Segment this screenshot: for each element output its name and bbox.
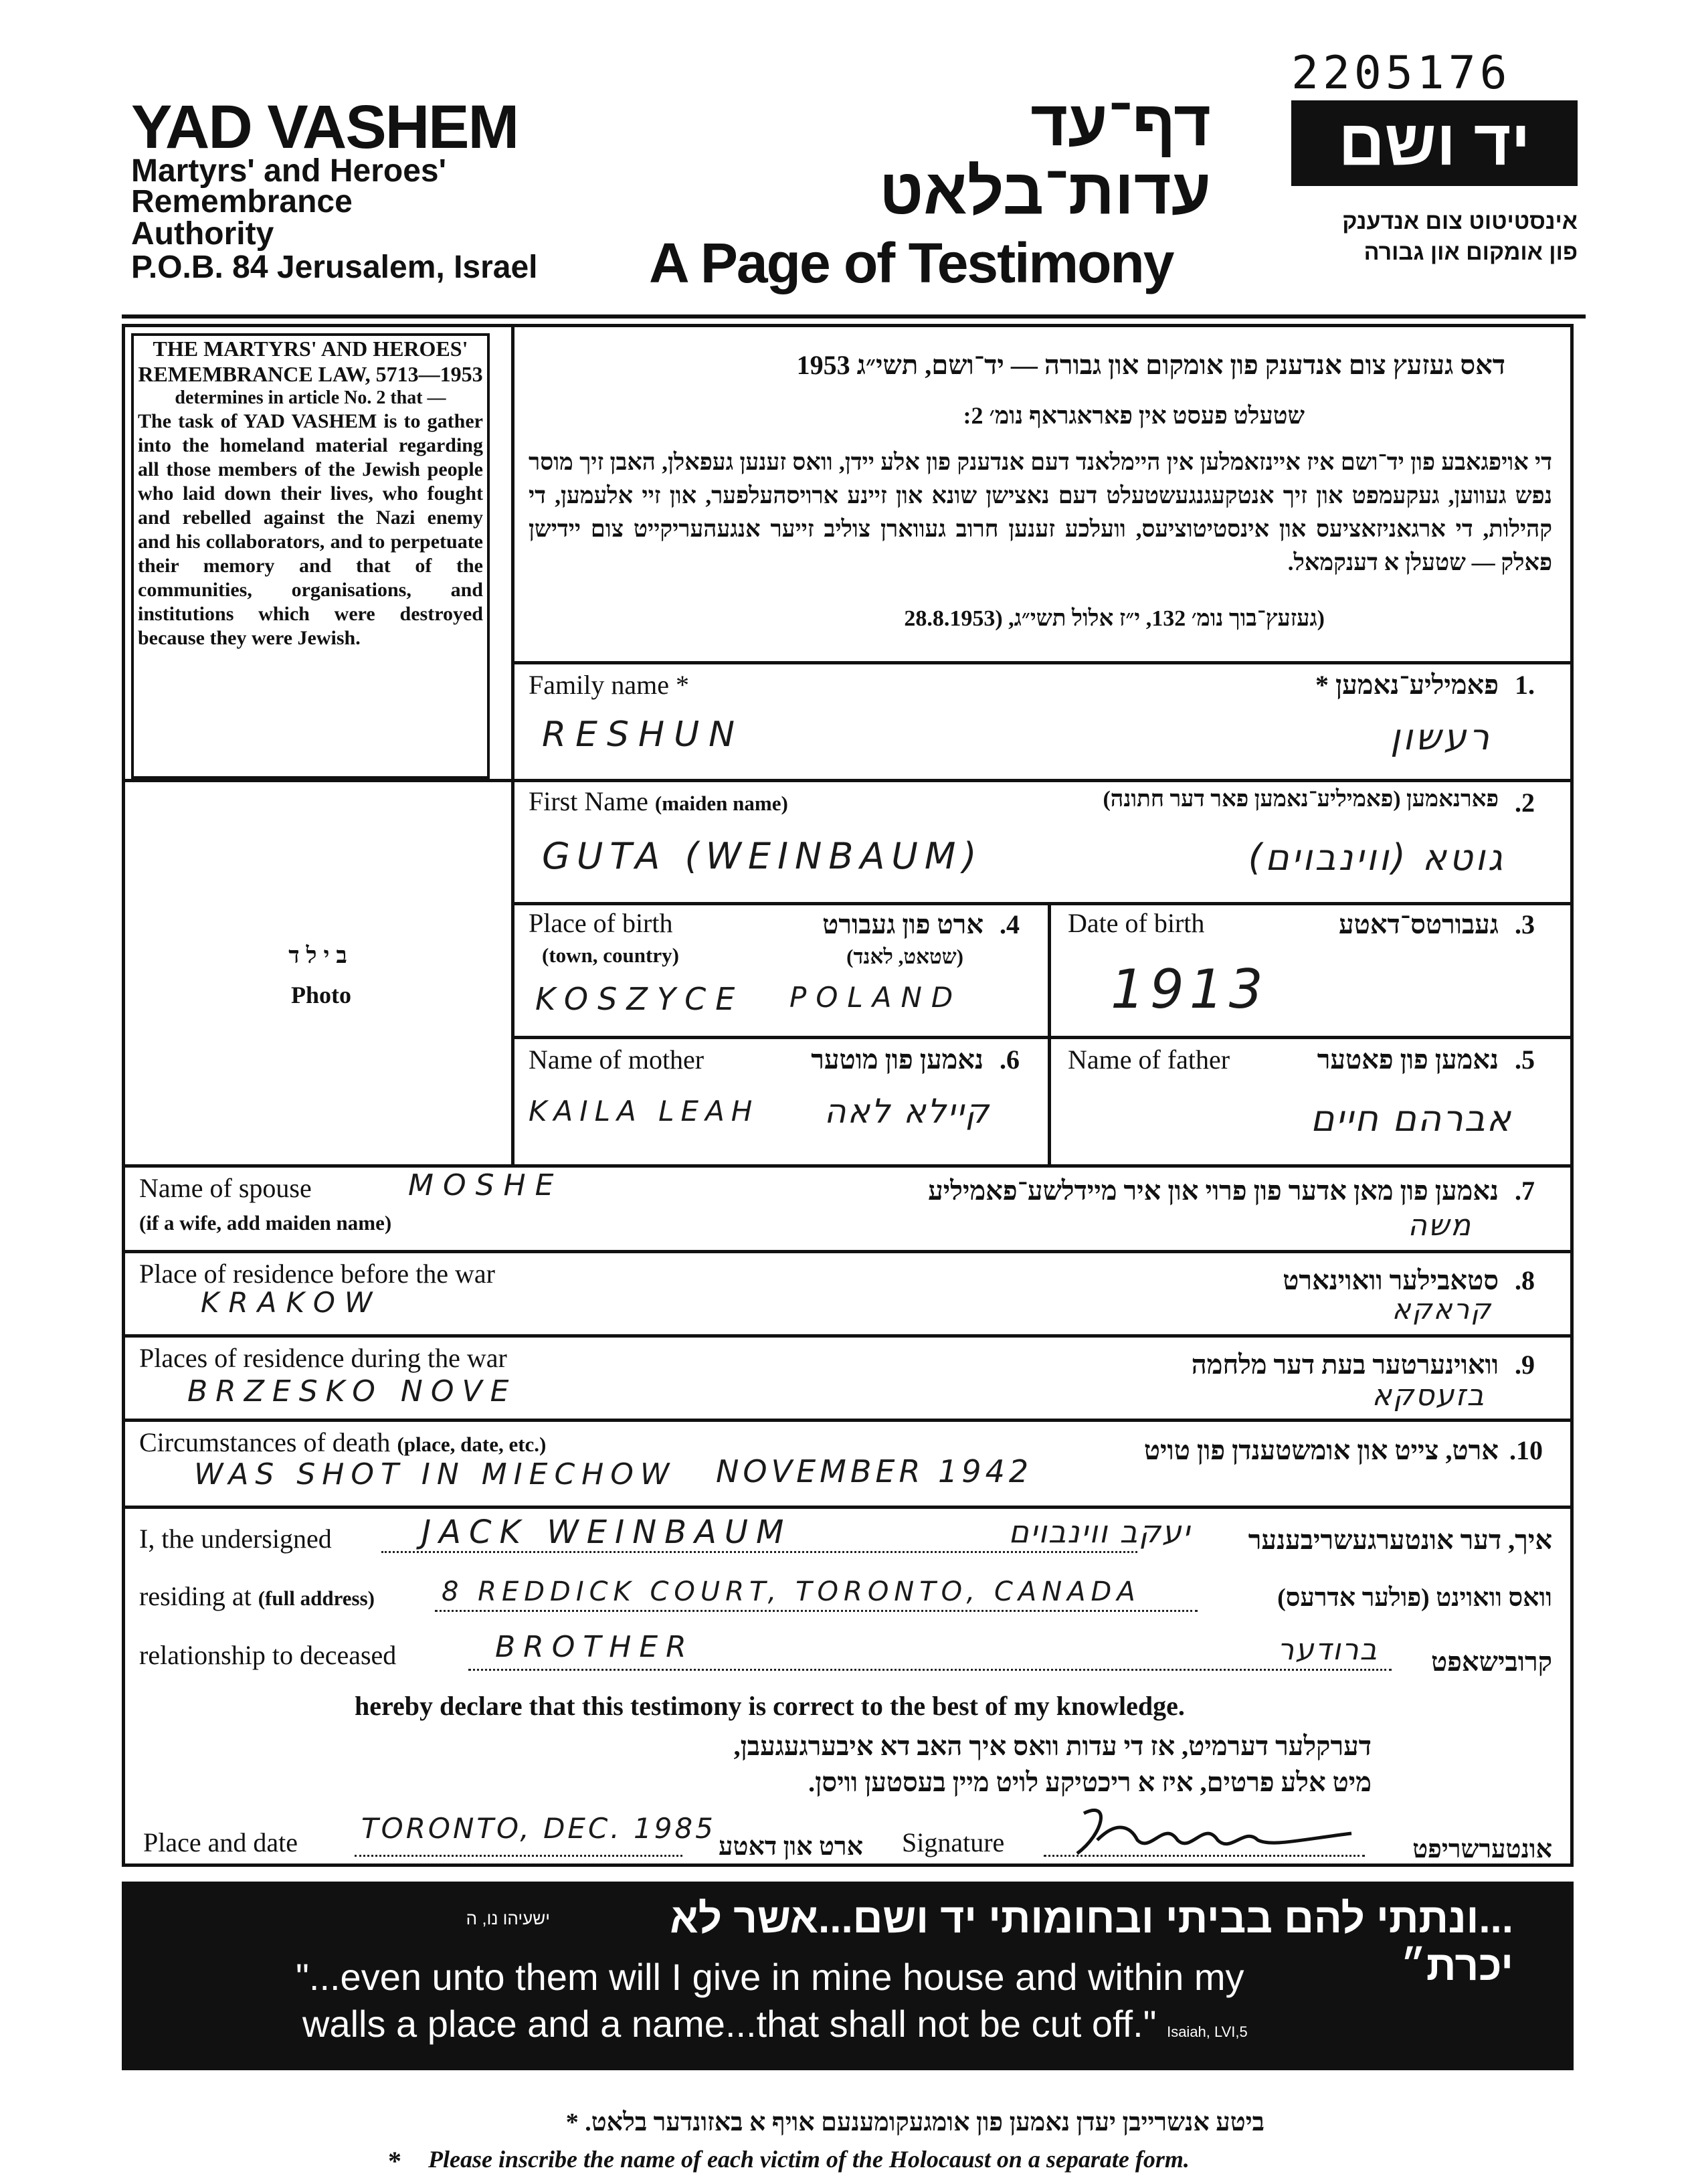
law-subtitle: determines in article No. 2 that — (175, 387, 446, 408)
yiddish-title-2: עדות־בלאט (879, 156, 1211, 227)
row-3-top (511, 902, 1574, 905)
residence-during-label: Places of residence during the war (139, 1343, 507, 1373)
yiddish-law-heading: דאס געזעץ צום אנדענק פון אומקום און גבורה — יד־ושם, תשי״ג 1953 (796, 350, 1505, 380)
death-value: WAS SHOT IN MIECHOW (194, 1457, 676, 1491)
law-body: The task of YAD VASHEM is to gather into the homeland material regarding all those members of the Jewish people who laid down their lives, who fought and rebelled against the Nazi enemy and his collaborators, and to perpetuate their memory and that of the communities, organisations, and institutions which were destroyed because they were Jewish. (138, 410, 483, 649)
death-number: .10 (1509, 1435, 1543, 1465)
first-name-label-yiddish: פארנאמען (פאמיליע־נאמען פאר דער חתונה) (1103, 787, 1499, 812)
death-value-date: NOVEMBER 1942 (716, 1453, 1033, 1489)
relationship-dots (468, 1669, 1392, 1671)
death-label (139, 1427, 546, 1458)
photo-label: Photo (291, 982, 351, 1008)
law-box (131, 333, 490, 779)
row-7-top (122, 1334, 1574, 1338)
place-date-dots (355, 1855, 682, 1857)
declaration-text-yiddish-1: דערקלער דערמיט, אז די עדות וואס איך האב דא איבערגעגעבן, (733, 1731, 1372, 1761)
signature-mark (1070, 1793, 1365, 1860)
place-of-birth-sublabel: (town, country) (542, 943, 679, 967)
relationship-value: BROTHER (495, 1630, 694, 1664)
signature-stroke (1077, 1810, 1351, 1853)
declaration-text-yiddish-2: מיט אלע פרטים, איז א ריכטיקע לויט מיין בעסטען וויסן. (808, 1767, 1372, 1797)
yiddish-law-subheading: שטעלט פעסט אין פאראגראף נומ׳ 2: (963, 402, 1305, 429)
yiddish-law-citation: (געזעץ־בוך נומ׳ 132, י״ז אלול תשי״ג, (28.8.1953 (904, 606, 1325, 631)
page-title: A Page of Testimony (649, 232, 1173, 294)
residence-during-value-yiddish: בזעסקא (1372, 1378, 1485, 1413)
signature-label: Signature (902, 1827, 1005, 1857)
place-of-birth-sublabel-yiddish: (שטאט, לאנד) (846, 945, 963, 968)
banner-quote-line-1: "...even unto them will I give in mine house and within my (296, 1956, 1244, 1998)
address-label-yiddish: וואס וואוינט (פולער אדרעס) (1277, 1584, 1552, 1612)
family-name-value-yiddish: רעשון (1390, 716, 1492, 758)
org-address: P.O.B. 84 Jerusalem, Israel (131, 250, 538, 285)
father-value-yiddish: אברהם חיים (1310, 1097, 1512, 1140)
family-name-value: RESHUN (542, 715, 745, 755)
org-subtitle-3: Authority (131, 216, 274, 252)
org-subtitle-1: Martyrs' and Heroes' (131, 153, 446, 189)
family-name-label-yiddish: פאמיליע־נאמען * (1315, 670, 1499, 700)
place-of-birth-value-country: POLAND (789, 981, 963, 1014)
mother-value: KAILA LEAH (529, 1095, 759, 1127)
quote-banner (122, 1882, 1574, 2070)
undersigned-label-yiddish: איך, דער אונטערגעשריבענער (1248, 1525, 1552, 1555)
relationship-label-yiddish: קרובישאפט (1431, 1647, 1552, 1677)
first-name-label-sub: (maiden name) (654, 792, 788, 815)
declaration-top (122, 1506, 1574, 1509)
place-of-birth-label: Place of birth (529, 908, 673, 938)
row-5-top (122, 1164, 1574, 1168)
row-2-top (511, 779, 1574, 782)
footer-note: Please inscribe the name of each victim of the Holocaust on a separate form. (428, 2146, 1190, 2173)
banner-source-hebrew: ישעיהו נו, ה (466, 1908, 550, 1928)
address-label-main: residing at (139, 1581, 252, 1611)
first-name-value: GUTA (WEINBAUM) (542, 835, 983, 877)
institute-line-1: אינסטיטוט צום אנדענק (1342, 209, 1578, 234)
date-of-birth-value: 1913 (1111, 958, 1269, 1020)
residence-during-label-yiddish: וואוינערטער בעת דער מלחמה (1191, 1350, 1499, 1380)
photo-label-yiddish: בילד (288, 943, 354, 968)
first-name-label (529, 786, 788, 817)
place-date-value: TORONTO, DEC. 1985 (361, 1812, 716, 1845)
residence-during-value: BRZESKO NOVE (187, 1374, 517, 1408)
mother-label: Name of mother (529, 1044, 705, 1075)
address-label-sub: (full address) (258, 1586, 375, 1610)
first-name-number: .2 (1515, 788, 1535, 818)
org-title: YAD VASHEM (131, 93, 519, 161)
mother-value-yiddish: קיילא לאה (824, 1092, 990, 1131)
address-dots (435, 1610, 1198, 1612)
first-name-label-main: First Name (529, 786, 648, 816)
residence-before-value-yiddish: קראקא (1392, 1293, 1492, 1326)
form-top-rule (122, 314, 1586, 318)
banner-source: Isaiah, LVI,5 (1167, 2023, 1248, 2040)
row-1-top (511, 661, 1574, 664)
spouse-label-yiddish: נאמען פון מאן אדער פון פרוי און איר מיידלשע־פאמיליע (928, 1176, 1499, 1206)
residence-before-value: KRAKOW (201, 1286, 382, 1319)
law-title: THE MARTYRS' AND HEROES' REMEMBRANCE LAW, 5713—1953 (138, 337, 483, 386)
footer-note-yiddish: ביטע אנשרייבן יעדן נאמען פון אומגעקומענעם אויף א באזונדער בלאט. * (565, 2108, 1264, 2136)
address-value: 8 REDDICK COURT, TORONTO, CANADA (442, 1576, 1141, 1607)
banner-quote-line-2 (302, 2002, 1248, 2045)
org-subtitle-2: Remembrance (131, 184, 353, 219)
spouse-label: Name of spouse (139, 1173, 312, 1203)
birth-row-divider (1048, 902, 1051, 1164)
place-of-birth-number: .4 (1000, 909, 1020, 939)
residence-during-number: .9 (1515, 1350, 1535, 1380)
row-8-top (122, 1419, 1574, 1422)
family-name-number: .1 (1515, 670, 1535, 700)
relationship-label: relationship to deceased (139, 1640, 397, 1670)
footer-star: * (388, 2146, 401, 2176)
row-6-top (122, 1250, 1574, 1253)
banner-quote-line-2-text: walls a place and a name...that shall not be cut off." (302, 2003, 1157, 2045)
spouse-number: .7 (1515, 1176, 1535, 1206)
father-label-yiddish: נאמען פון פאטער (1317, 1044, 1499, 1075)
place-date-label-yiddish: ארט און דאטע (719, 1833, 863, 1861)
signature-label-yiddish: אונטערשריפט (1412, 1835, 1552, 1863)
residence-before-label-yiddish: סטאבילער וואוינארט (1283, 1265, 1499, 1295)
spouse-sublabel: (if a wife, add maiden name) (139, 1211, 392, 1235)
banner-quote-hebrew: ...ונתתי להם בביתי ובחומותי יד ושם...אשר לא יכרת״ (670, 1896, 1513, 1989)
yiddish-law-body: די אויפגאבע פון יד־ושם איז איינזאמלען אין היימלאנד דעם אנדענק פון אלע יידן, וואס זענען געפאלן, האבן זיך מוסר נפש געווען, געקעמפט און זיך אנטקעגנגעשטעלט דעם נאצישן שונא און זיינע ארויסהעלפער, און זיי אלעמען, די קהילות, די ארגאניזאציעס און אינסטיטוציעס, וועלכע זענען חרוב געווארן צוליב זייער אנגעהעריקייט צום יידישן פאלק — שטעלן א דענקמאל. (529, 449, 1552, 575)
death-label-main: Circumstances of death (139, 1427, 391, 1457)
place-of-birth-value: KOSZYCE (535, 981, 745, 1017)
father-number: .5 (1515, 1044, 1535, 1075)
spouse-value-yiddish: משה (1408, 1208, 1472, 1243)
undersigned-value-yiddish: יעקב ווינבוים (1008, 1514, 1191, 1550)
row-4-top (511, 1036, 1574, 1039)
date-of-birth-label-yiddish: געבורטס־דאטע (1339, 909, 1499, 939)
family-name-label: Family name * (529, 670, 689, 700)
mother-number: .6 (1000, 1044, 1020, 1075)
undersigned-dots (381, 1551, 1137, 1553)
date-of-birth-label: Date of birth (1068, 908, 1205, 938)
left-column-divider (511, 324, 514, 1167)
undersigned-label: I, the undersigned (139, 1524, 332, 1554)
residence-before-number: .8 (1515, 1265, 1535, 1295)
address-label (139, 1580, 375, 1612)
residence-before-label: Place of residence before the war (139, 1259, 495, 1289)
relationship-value-yiddish: ברודער (1277, 1633, 1378, 1667)
institute-line-2: פון אומקום און גבורה (1364, 240, 1578, 265)
yiddish-title-1: דף־עד (1030, 88, 1211, 159)
mother-label-yiddish: נאמען פון מוטער (811, 1044, 983, 1075)
death-label-sub: (place, date, etc.) (397, 1433, 547, 1456)
spouse-value: MOSHE (408, 1168, 563, 1202)
yad-vashem-logo (1291, 100, 1578, 186)
photo-area-top (122, 779, 514, 782)
father-label: Name of father (1068, 1044, 1230, 1075)
document-number: 2205176 (1291, 47, 1511, 100)
date-of-birth-number: .3 (1515, 909, 1535, 939)
first-name-value-yiddish: גוטא (ווינבוים) (1248, 836, 1505, 879)
place-date-label: Place and date (143, 1827, 298, 1857)
place-of-birth-label-yiddish: ארט פון געבורט (822, 909, 983, 939)
logo-text: יד ושם (1338, 107, 1531, 179)
declaration-text: hereby declare that this testimony is correct to the best of my knowledge. (355, 1691, 1185, 1721)
death-label-yiddish: ארט, צייט און אומשטענדן פון טויט (1143, 1435, 1499, 1465)
undersigned-value: JACK WEINBAUM (421, 1514, 792, 1551)
